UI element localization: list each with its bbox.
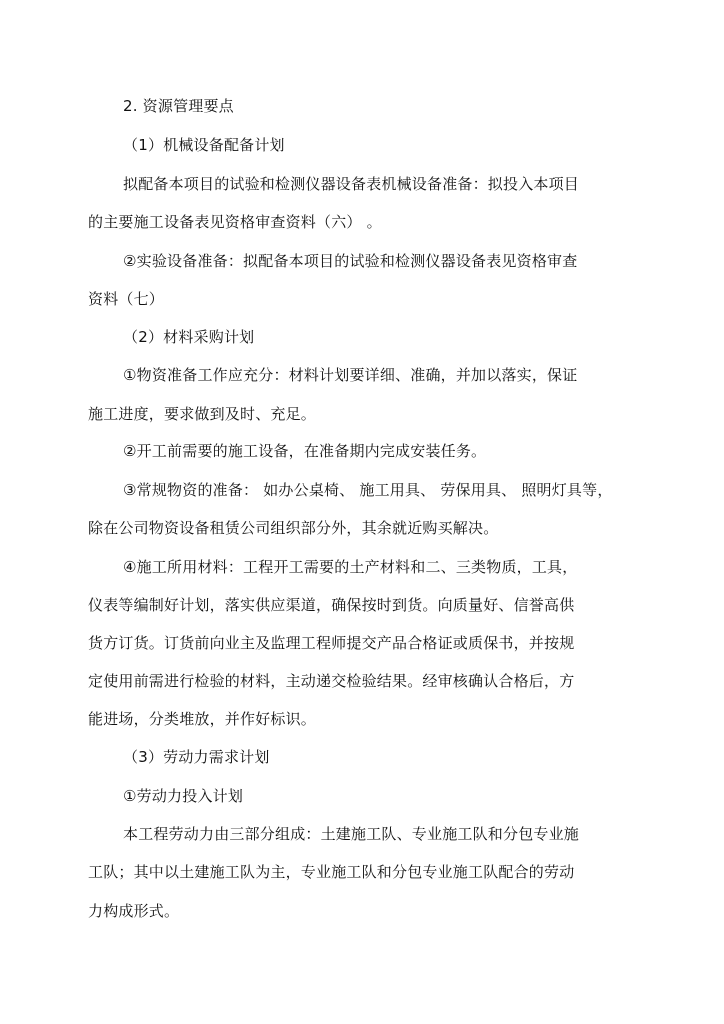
paragraph-line: ①物资准备工作应充分：材料计划要详细、准确，并加以落实，保证	[123, 366, 578, 384]
paragraph-line: 工队；其中以土建施工队为主，专业施工队和分包专业施工队配合的劳动	[88, 863, 575, 881]
paragraph-line: ②开工前需要的施工设备，在准备期内完成安装任务。	[123, 442, 487, 460]
paragraph-line: 的主要施工设备表见资格审查资料（六） 。	[88, 213, 382, 231]
paragraph-line: 资料（七）	[88, 290, 165, 308]
paragraph-line: 力构成形式。	[88, 902, 180, 920]
section-heading: 2. 资源管理要点	[123, 97, 234, 115]
subsection-heading: （2）材料采购计划	[123, 328, 255, 346]
paragraph-line: 货方订货。订货前向业主及监理工程师提交产品合格证或质保书，并按规	[88, 634, 575, 652]
subsection-heading: （3）劳动力需求计划	[123, 748, 270, 766]
paragraph-line: 仪表等编制好计划，落实供应渠道，确保按时到货。向质量好、信誉高供	[88, 596, 575, 614]
paragraph-line: 施工进度，要求做到及时、充足。	[88, 405, 317, 423]
paragraph-line: 拟配备本项目的试验和检测仪器设备表机械设备准备：拟投入本项目	[123, 175, 580, 193]
paragraph-line: 能进场，分类堆放，并作好标识。	[88, 710, 317, 728]
paragraph-line: 除在公司物资设备租赁公司组织部分外，其余就近购买解决。	[88, 519, 499, 537]
paragraph-line: ③常规物资的准备： 如办公桌椅、 施工用具、 劳保用具、 照明灯具等，	[123, 481, 613, 499]
paragraph-line: ④施工所用材料：工程开工需要的土产材料和二、三类物质，工具，	[123, 558, 578, 576]
subsection-heading: （1）机械设备配备计划	[123, 136, 285, 154]
paragraph-line: 定使用前需进行检验的材料，主动递交检验结果。经审核确认合格后，方	[88, 672, 575, 690]
paragraph-line: ②实验设备准备：拟配备本项目的试验和检测仪器设备表见资格审查	[123, 252, 578, 270]
paragraph-line: 本工程劳动力由三部分组成：土建施工队、专业施工队和分包专业施	[123, 825, 580, 843]
paragraph-line: ①劳动力投入计划	[123, 787, 244, 805]
